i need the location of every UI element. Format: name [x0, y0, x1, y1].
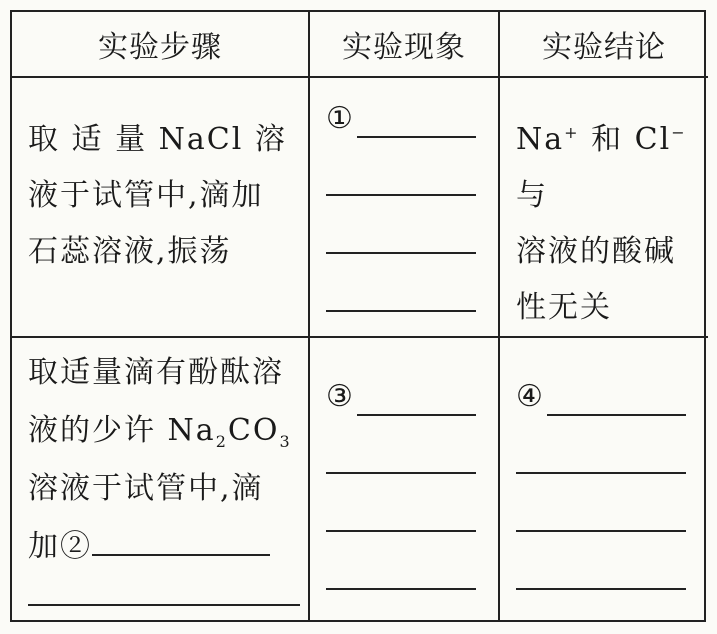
blank-underline[interactable]	[326, 532, 476, 590]
blank-underline[interactable]	[326, 474, 476, 532]
row1-steps-text	[12, 78, 308, 280]
row2-conclusion-cell	[499, 337, 708, 620]
row1-phenomenon-cell	[309, 77, 499, 337]
formula-na: Na	[167, 413, 216, 448]
table-row	[12, 337, 708, 620]
answer-blank-2[interactable]	[92, 524, 270, 556]
row1-step-line: 石蕊溶液,振荡	[28, 234, 232, 269]
header-conclusion: 实验结论	[499, 12, 708, 77]
header-row	[12, 12, 708, 77]
row1-conclusion-text	[500, 78, 708, 336]
conclusion-word: 与	[516, 178, 548, 213]
row2-step-fragment: 加	[28, 529, 60, 564]
blank-underline[interactable]	[28, 582, 300, 606]
experiment-table	[12, 12, 708, 620]
answer-blank-1[interactable]	[326, 82, 476, 138]
blank-underline	[547, 382, 686, 416]
row2-steps-text	[12, 338, 308, 576]
blank-underline[interactable]	[326, 138, 476, 196]
blank-underline[interactable]	[516, 416, 686, 474]
header-steps: 实验步骤	[12, 12, 309, 77]
sodium-carbonate-formula	[167, 413, 292, 451]
table-row	[12, 77, 708, 337]
formula-co: CO	[227, 413, 280, 448]
blank-underline[interactable]	[326, 254, 476, 312]
row2-step-line	[28, 402, 298, 460]
row2-steps-cell	[12, 337, 309, 620]
circled-marker-1: ①	[326, 101, 353, 136]
row2-step-line: 取适量滴有酚酞溶	[28, 355, 284, 390]
circled-marker-4: ④	[516, 379, 543, 414]
chloride-symbol: 和 Cl	[591, 122, 672, 157]
row2-step-line: 溶液于试管中,滴	[28, 471, 264, 506]
row2-step-fragment: 液的少许	[28, 413, 156, 448]
header-phenomenon: 实验现象	[309, 12, 499, 77]
blank-underline[interactable]	[516, 532, 686, 590]
blank-underline[interactable]	[326, 416, 476, 474]
row1-steps-cell	[12, 77, 309, 337]
formula-sub: 3	[279, 432, 292, 451]
blank-underline	[357, 382, 476, 416]
row1-step-line: 液于试管中,滴加	[28, 178, 264, 213]
circled-marker-3: ③	[326, 379, 353, 414]
blank-underline	[357, 104, 476, 138]
conclusion-line-2: 溶液的酸碱	[516, 234, 676, 269]
conclusion-line-1	[516, 112, 698, 224]
experiment-table-frame	[10, 10, 706, 622]
plus-charge: +	[564, 123, 580, 142]
answer-blank-4[interactable]	[516, 360, 686, 416]
blank-underline[interactable]	[516, 474, 686, 532]
row1-step-line: 取 适 量 NaCl 溶	[28, 122, 287, 157]
conclusion-line-3: 性无关	[516, 290, 612, 325]
blank-underline[interactable]	[326, 196, 476, 254]
row1-conclusion-cell	[499, 77, 708, 337]
row2-phenomenon-cell	[309, 337, 499, 620]
circled-marker-2: ②	[60, 529, 92, 564]
formula-sub: 2	[215, 432, 228, 451]
row2-step-line	[28, 518, 298, 576]
sodium-symbol: Na	[516, 122, 565, 157]
answer-blank-3[interactable]	[326, 360, 476, 416]
minus-charge: −	[671, 123, 687, 142]
